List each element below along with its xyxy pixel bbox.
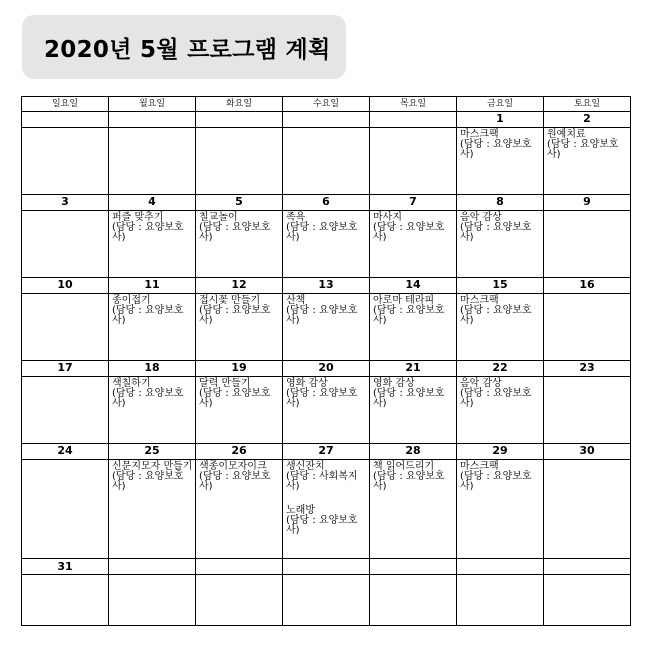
program-entry: [196, 377, 282, 409]
day-number: 13: [283, 278, 370, 294]
day-cell: [544, 459, 631, 559]
program-name: 책 읽어드리기: [373, 460, 435, 472]
program-staff: (담당 : 요양보호사): [199, 470, 271, 492]
day-number: 31: [22, 559, 109, 575]
week-content-row: [22, 293, 631, 360]
day-cell: [109, 459, 196, 559]
day-cell: [22, 376, 109, 443]
day-cell: [283, 293, 370, 360]
day-cell: [196, 293, 283, 360]
calendar-table: [21, 96, 631, 626]
program-staff: (담당 : 요양보호사): [460, 304, 532, 326]
day-cell: [22, 210, 109, 277]
day-number: 2: [544, 112, 631, 128]
day-cell: [22, 459, 109, 559]
program-staff: (담당 : 요양보호사): [373, 470, 445, 492]
program-name: 마스크팩: [460, 294, 499, 306]
week-day-number-row: [22, 361, 631, 377]
day-cell: [544, 293, 631, 360]
day-cell: [457, 127, 544, 194]
day-cell: [370, 574, 457, 625]
day-number: 19: [196, 361, 283, 377]
day-cell: [544, 127, 631, 194]
program-name: 음악 감상: [460, 377, 502, 389]
program-staff: (담당 : 요양보호사): [460, 470, 532, 492]
week-content-row: [22, 459, 631, 559]
program-name: 아로마 테라피: [373, 294, 435, 306]
day-cell: [283, 376, 370, 443]
weekday-header-fri: 금요일: [457, 97, 544, 112]
program-name: 마사지: [373, 211, 402, 223]
program-staff: (담당 : 요양보호사): [373, 387, 445, 409]
day-number: [457, 559, 544, 575]
program-name: 음악 감상: [460, 211, 502, 223]
program-staff: (담당 : 요양보호사): [460, 387, 532, 409]
weekday-header-row: [22, 97, 631, 112]
program-staff: (담당 : 요양보호사): [112, 470, 184, 492]
program-name: 신문지모자 만들기: [112, 460, 193, 472]
day-number: 16: [544, 278, 631, 294]
program-staff: (담당 : 요양보호사): [286, 221, 358, 243]
day-number: [109, 559, 196, 575]
day-number: [109, 112, 196, 128]
program-name: 생신잔치: [286, 460, 325, 472]
day-number: 22: [457, 361, 544, 377]
program-entry: [370, 460, 456, 492]
program-staff: (담당 : 요양보호사): [460, 138, 532, 160]
program-name: 달력 만들기: [199, 377, 251, 389]
program-name: 족욕: [286, 211, 306, 223]
program-entry: [283, 377, 369, 409]
program-entry: [544, 128, 630, 160]
day-cell: [370, 127, 457, 194]
day-number: [196, 112, 283, 128]
day-number: 20: [283, 361, 370, 377]
day-number: [196, 559, 283, 575]
weekday-header-sun: 일요일: [22, 97, 109, 112]
day-number: 24: [22, 444, 109, 460]
day-cell: [196, 574, 283, 625]
program-staff: (담당 : 요양보호사): [112, 221, 184, 243]
program-staff: (담당 : 사회복지사): [286, 470, 358, 492]
program-staff: (담당 : 요양보호사): [112, 304, 184, 326]
day-cell: [544, 574, 631, 625]
program-entry: [370, 377, 456, 409]
day-cell: [196, 459, 283, 559]
program-entry: [196, 211, 282, 243]
day-cell: [109, 574, 196, 625]
day-number: 27: [283, 444, 370, 460]
day-number: [283, 112, 370, 128]
day-number: 9: [544, 195, 631, 211]
weekday-header-thu: 목요일: [370, 97, 457, 112]
program-entry: [283, 460, 369, 492]
day-cell: [544, 210, 631, 277]
day-number: 25: [109, 444, 196, 460]
day-number: 10: [22, 278, 109, 294]
day-cell: [457, 210, 544, 277]
day-number: 28: [370, 444, 457, 460]
program-entry: [283, 294, 369, 326]
program-entry: [370, 211, 456, 243]
program-entry: [457, 377, 543, 409]
day-cell: [109, 127, 196, 194]
day-number: 11: [109, 278, 196, 294]
program-name: 원예치료: [547, 128, 586, 140]
program-staff: (담당 : 요양보호사): [199, 387, 271, 409]
day-number: 15: [457, 278, 544, 294]
day-cell: [457, 376, 544, 443]
program-entry: [457, 211, 543, 243]
day-number: 5: [196, 195, 283, 211]
day-number: 12: [196, 278, 283, 294]
day-cell: [196, 127, 283, 194]
day-number: 17: [22, 361, 109, 377]
program-entry: [109, 377, 195, 409]
program-entry: [109, 460, 195, 492]
program-staff: (담당 : 요양보호사): [199, 304, 271, 326]
day-number: 21: [370, 361, 457, 377]
program-entry: [109, 211, 195, 243]
day-cell: [22, 127, 109, 194]
program-name: 산책: [286, 294, 306, 306]
program-entry: [457, 128, 543, 160]
day-number: 1: [457, 112, 544, 128]
program-name: 접시꽃 만들기: [199, 294, 261, 306]
program-name: 색칠하기: [112, 377, 151, 389]
day-number: 3: [22, 195, 109, 211]
week-day-number-row: [22, 278, 631, 294]
program-name: 종이접기: [112, 294, 151, 306]
program-entry: [283, 211, 369, 243]
program-staff: (담당 : 요양보호사): [286, 514, 358, 536]
day-cell: [457, 574, 544, 625]
day-cell: [22, 574, 109, 625]
day-number: [22, 112, 109, 128]
day-number: 29: [457, 444, 544, 460]
title-box: [22, 15, 346, 79]
day-cell: [109, 376, 196, 443]
day-number: 23: [544, 361, 631, 377]
day-cell: [283, 574, 370, 625]
weekday-header-sat: 토요일: [544, 97, 631, 112]
week-day-number-row: [22, 559, 631, 575]
day-number: [544, 559, 631, 575]
program-entry: [457, 460, 543, 492]
program-staff: (담당 : 요양보호사): [547, 138, 619, 160]
program-name: 영화 감상: [286, 377, 328, 389]
program-name: 노래방: [286, 504, 315, 516]
program-entry: [196, 460, 282, 492]
program-entry: [370, 294, 456, 326]
day-cell: [457, 459, 544, 559]
day-cell: [109, 293, 196, 360]
program-name: 퍼즐 맞추기: [112, 211, 164, 223]
day-number: 14: [370, 278, 457, 294]
program-staff: (담당 : 요양보호사): [286, 304, 358, 326]
day-number: 30: [544, 444, 631, 460]
day-cell: [196, 376, 283, 443]
day-cell: [370, 293, 457, 360]
program-name: 칠교놀이: [199, 211, 238, 223]
day-cell: [457, 293, 544, 360]
program-name: 색종이모자이크: [199, 460, 267, 472]
program-staff: (담당 : 요양보호사): [460, 221, 532, 243]
day-number: [370, 112, 457, 128]
day-cell: [283, 210, 370, 277]
day-cell: [544, 376, 631, 443]
weekday-header-tue: 화요일: [196, 97, 283, 112]
day-number: 4: [109, 195, 196, 211]
program-staff: (담당 : 요양보호사): [199, 221, 271, 243]
program-entry: [109, 294, 195, 326]
day-cell: [370, 459, 457, 559]
program-staff: (담당 : 요양보호사): [286, 387, 358, 409]
page-title: 2020년 5월 프로그램 계획: [44, 36, 331, 63]
day-number: 8: [457, 195, 544, 211]
program-name: 마스크팩: [460, 128, 499, 140]
day-number: 26: [196, 444, 283, 460]
day-cell: [283, 127, 370, 194]
day-number: [283, 559, 370, 575]
weekday-header-wed: 수요일: [283, 97, 370, 112]
program-entry: [283, 504, 369, 536]
day-number: 18: [109, 361, 196, 377]
week-content-row: [22, 574, 631, 625]
program-entry: [196, 294, 282, 326]
day-number: 7: [370, 195, 457, 211]
week-day-number-row: [22, 195, 631, 211]
program-staff: (담당 : 요양보호사): [373, 221, 445, 243]
day-cell: [370, 210, 457, 277]
week-day-number-row: [22, 112, 631, 128]
program-name: 영화 감상: [373, 377, 415, 389]
week-content-row: [22, 210, 631, 277]
day-cell: [196, 210, 283, 277]
day-cell: [370, 376, 457, 443]
program-entry: [457, 294, 543, 326]
day-cell: [283, 459, 370, 559]
week-content-row: [22, 376, 631, 443]
weekday-header-mon: 월요일: [109, 97, 196, 112]
program-staff: (담당 : 요양보호사): [112, 387, 184, 409]
day-cell: [109, 210, 196, 277]
week-content-row: [22, 127, 631, 194]
program-name: 마스크팩: [460, 460, 499, 472]
day-number: 6: [283, 195, 370, 211]
program-staff: (담당 : 요양보호사): [373, 304, 445, 326]
day-cell: [22, 293, 109, 360]
week-day-number-row: [22, 444, 631, 460]
day-number: [370, 559, 457, 575]
